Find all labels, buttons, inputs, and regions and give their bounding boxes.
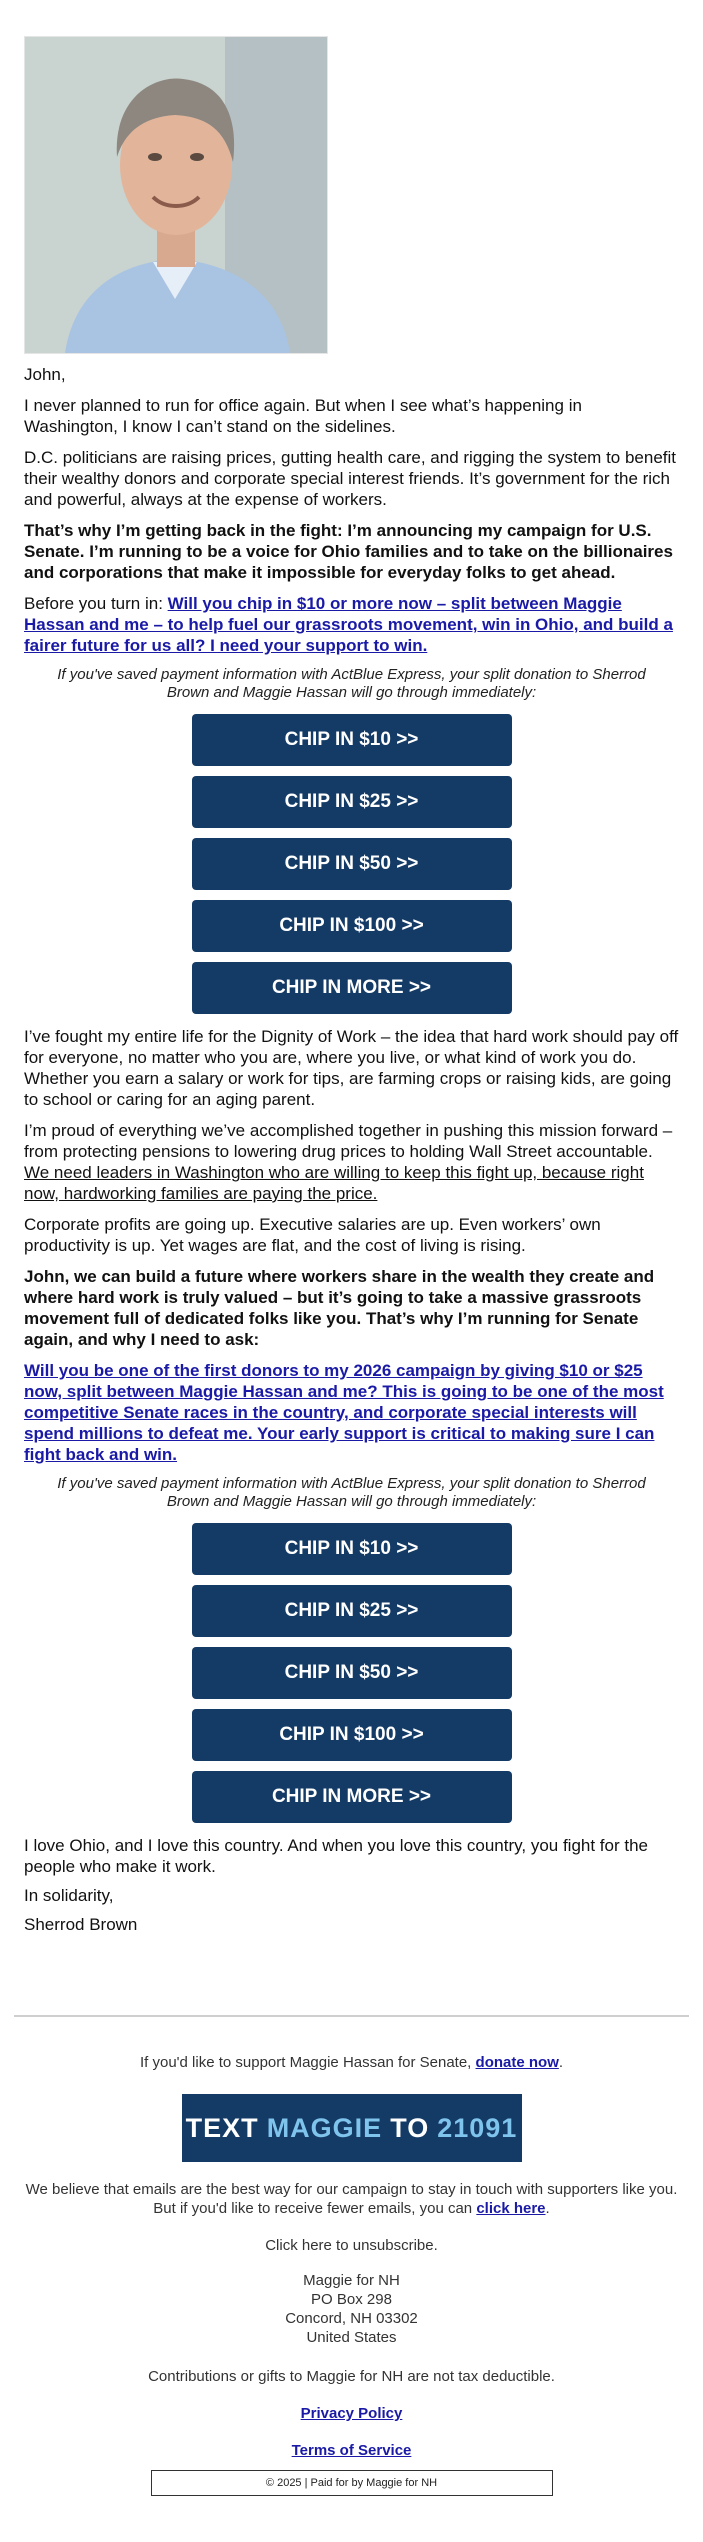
fewer-emails-text: We believe that emails are the best way for our campaign to stay in touch with supporters like you. But if you'd like to receive fewer emails, you can — [25, 2181, 678, 2217]
paragraph-love-ohio: I love Ohio, and I love this country. And when you love this country, you fight for the people who make it work. — [24, 1836, 648, 1876]
chip-in-more-button[interactable]: CHIP IN MORE >> — [192, 1771, 512, 1823]
actblue-note-2: If you've saved payment information with ActBlue Express, your split donation to Sherrod Brown and Maggie Hassan will go through immediately: — [57, 1475, 646, 1510]
paragraph-announcement: That’s why I’m getting back in the fight: I’m announcing my campaign for U.S. Senate. I’m running to be a voice for Ohio families and to take on the billionaires and corporations that make it impossible for everyday folks to get ahead. — [24, 521, 673, 582]
paragraph-dignity-of-work: I’ve fought my entire life for the Dignity of Work – the idea that hard work should pay off for everyone, no matter who you are, where you live, or what kind of work you do. Whether you earn a salary or work for tips, are farming crops or raising kids, are going to school or caring for an aging parent. — [24, 1027, 679, 1109]
unsubscribe-link[interactable]: Click here to unsubscribe. — [265, 2237, 438, 2254]
chip-in-100-button[interactable]: CHIP IN $100 >> — [192, 1709, 512, 1761]
paragraph-ask-2 — [24, 1360, 679, 1465]
privacy-policy-link[interactable]: Privacy Policy — [300, 2405, 403, 2422]
chip-in-more-button[interactable]: CHIP IN MORE >> — [192, 962, 512, 1014]
fewer-emails-line — [14, 2180, 689, 2218]
support-line — [14, 2053, 689, 2072]
paid-for-by-box: © 2025 | Paid for by Maggie for NH — [151, 2470, 553, 2496]
paragraph-accomplishments — [24, 1120, 679, 1204]
support-suffix: . — [558, 2054, 564, 2071]
banner-number: 21091 — [437, 2112, 518, 2143]
banner-to: TO — [390, 2112, 430, 2143]
paragraph-future: John, we can build a future where workers share in the wealth they create and where hard work is truly valued – but it’s going to take a massive grassroots movement full of dedicated folks like you. That’s why I’m running for Senate again, and why I need to ask: — [24, 1267, 655, 1349]
portrait-illustration — [25, 37, 327, 353]
ask-2-link[interactable]: Will you be one of the first donors to my 2026 campaign by giving $10 or $25 now, split between Maggie Hassan and me? This is going to be one of the most competitive Senate races in the country, and corporate special interests will spend millions to defeat me. Your early support is critical to making sure I can fight back and win. — [24, 1361, 664, 1464]
chip-in-100-button[interactable]: CHIP IN $100 >> — [192, 900, 512, 952]
paragraph-profits: Corporate profits are going up. Executive salaries are up. Even workers’ own productivity is up. Yet wages are flat, and the cost of living is rising. — [24, 1215, 601, 1255]
fewer-emails-link[interactable]: click here — [476, 2200, 546, 2217]
greeting: John, — [24, 365, 66, 384]
paragraph-ask-1 — [24, 593, 679, 656]
chip-in-50-button[interactable]: CHIP IN $50 >> — [192, 1647, 512, 1699]
sign-off — [24, 1835, 679, 1935]
ask-1-prefix: Before you turn in: — [24, 594, 168, 613]
text-maggie-banner[interactable] — [182, 2094, 522, 2162]
donate-buttons-1 — [24, 714, 679, 1014]
paragraph-dc-politicians: D.C. politicians are raising prices, gutting health care, and rigging the system to benefit their wealthy donors and corporate special interest friends. It’s government for the rich and powerful, always at the expense of workers. — [24, 448, 677, 509]
tax-note: Contributions or gifts to Maggie for NH are not tax deductible. — [148, 2368, 555, 2385]
address-line: United States — [306, 2329, 397, 2346]
chip-in-25-button[interactable]: CHIP IN $25 >> — [192, 1585, 512, 1637]
paragraph-intro: I never planned to run for office again. But when I see what’s happening in Washington, I know I can’t stand on the sidelines. — [24, 396, 582, 436]
chip-in-25-button[interactable]: CHIP IN $25 >> — [192, 776, 512, 828]
mailing-address — [14, 2271, 689, 2347]
address-line: Concord, NH 03302 — [285, 2310, 418, 2327]
signature: Sherrod Brown — [24, 1915, 138, 1934]
donate-buttons-2 — [24, 1523, 679, 1823]
actblue-note: If you've saved payment information with ActBlue Express, your split donation to Sherrod Brown and Maggie Hassan will go through immediately: — [57, 666, 646, 701]
footer-divider — [14, 2015, 689, 2017]
chip-in-10-button[interactable]: CHIP IN $10 >> — [192, 1523, 512, 1575]
banner-keyword: MAGGIE — [266, 2112, 383, 2143]
address-line: PO Box 298 — [311, 2291, 392, 2308]
chip-in-10-button[interactable]: CHIP IN $10 >> — [192, 714, 512, 766]
donate-now-link[interactable]: donate now — [475, 2054, 559, 2071]
accomplishments-text: I’m proud of everything we’ve accomplished together in pushing this mission forward – from protecting pensions to lowering drug prices to holding Wall Street accountable. — [24, 1121, 673, 1161]
candidate-photo — [24, 36, 328, 354]
ask-1-link[interactable]: Will you chip in $10 or more now – split between Maggie Hassan and me – to help fuel our grassroots movement, win in Ohio, and build a fairer future for us all? I need your support to win. — [24, 594, 673, 655]
terms-of-service-link[interactable]: Terms of Service — [291, 2442, 412, 2459]
accomplishments-underlined: We need leaders in Washington who are willing to keep this fight up, because right now, hardworking families are paying the price. — [24, 1163, 644, 1203]
fewer-emails-suffix: . — [545, 2200, 550, 2217]
banner-text: TEXT — [185, 2112, 259, 2143]
chip-in-50-button[interactable]: CHIP IN $50 >> — [192, 838, 512, 890]
footer — [0, 2053, 703, 2496]
support-prefix: If you'd like to support Maggie Hassan for Senate, — [139, 2054, 476, 2071]
address-line: Maggie for NH — [303, 2272, 400, 2289]
closing: In solidarity, — [24, 1886, 114, 1905]
